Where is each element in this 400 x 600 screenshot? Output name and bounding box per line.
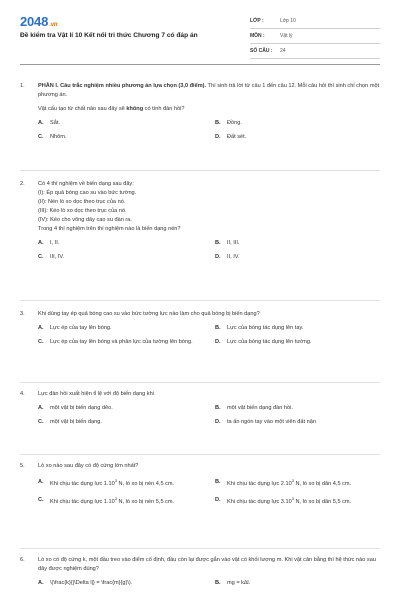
option-b[interactable] xyxy=(215,239,380,248)
option-letter: C. xyxy=(38,134,44,140)
stem-emphasis: không xyxy=(126,106,144,112)
option-text-part: Khi chịu tác dụng lực 1.10 xyxy=(50,480,115,487)
stem-text: Vật cấu tạo từ chất nào sau đây sẽ xyxy=(38,106,127,112)
option-b[interactable] xyxy=(215,119,380,128)
option-c[interactable] xyxy=(38,494,203,507)
question-stem xyxy=(38,105,380,114)
option-text: II, IV. xyxy=(227,254,240,260)
question-4 xyxy=(20,390,380,427)
option-text xyxy=(227,494,351,507)
option-letter: C. xyxy=(38,419,44,425)
option-b[interactable] xyxy=(215,476,380,489)
question-1 xyxy=(20,82,380,142)
question-divider xyxy=(20,170,380,171)
option-text: Nhôm. xyxy=(50,134,67,140)
question-stem: Lò xo nào sau đây có độ cứng lớn nhất? xyxy=(38,463,139,469)
question-divider xyxy=(20,382,380,383)
meta-key: SỐ CÂU : xyxy=(250,48,273,54)
part-heading: PHẦN I. Câu trắc nghiệm nhiều phương án lựa chọn (3,0 điểm). xyxy=(38,83,207,89)
question-number: 4. xyxy=(20,391,25,397)
options xyxy=(38,239,380,262)
option-text: I, II. xyxy=(50,240,60,246)
option-text-part: N, lò xo bị dãn 5,5 cm. xyxy=(293,498,352,505)
option-letter: A. xyxy=(38,580,44,586)
stem-line: (IV): Kéo cho võng dây cao su đàn ra. xyxy=(38,217,132,223)
option-text-part: Khi chịu tác dụng lực 2.10 xyxy=(227,480,292,487)
option-b[interactable] xyxy=(215,404,380,413)
option-b[interactable] xyxy=(215,579,380,588)
question-divider xyxy=(20,548,380,549)
option-text-part: Khi chịu tác dụng lực 1.10 xyxy=(50,498,115,505)
options xyxy=(38,119,380,142)
option-text: mg = k∆l. xyxy=(227,580,251,586)
option-superscript: 3 xyxy=(291,478,294,483)
question-divider xyxy=(20,300,380,301)
option-text: Lực của bóng tác dụng lên tay. xyxy=(227,325,304,331)
option-text: một vật biến dạng đàn hồi. xyxy=(227,405,293,411)
option-letter: D. xyxy=(215,496,221,503)
option-letter: A. xyxy=(38,120,44,126)
exam-meta-table xyxy=(250,14,380,59)
option-text: ta ấn ngón tay vào một viên đất nặn xyxy=(227,419,316,425)
option-text: Lực ép của tay lên bóng. xyxy=(50,325,112,331)
option-letter: C. xyxy=(38,339,44,345)
option-text xyxy=(50,476,174,489)
question-5 xyxy=(20,462,380,507)
meta-row-class xyxy=(250,14,380,29)
option-text: II, III. xyxy=(227,240,240,246)
meta-key: MÔN : xyxy=(250,33,265,39)
option-text-part: N, lò xo bị nén 4,5 cm. xyxy=(116,480,175,487)
site-logo[interactable] xyxy=(20,14,57,29)
option-text: \(\frac{k}{|\Delta l|} = \frac{m}{g}\). xyxy=(50,580,133,586)
question-divider xyxy=(20,454,380,455)
option-text: một vật bị biến dạng dẻo. xyxy=(50,405,113,411)
options xyxy=(38,404,380,427)
header-divider xyxy=(20,64,380,65)
stem-line: (III): Kéo lò xo dọc theo trục của nó. xyxy=(38,208,127,214)
option-a[interactable] xyxy=(38,239,203,248)
options xyxy=(38,324,380,347)
option-d[interactable] xyxy=(215,133,380,142)
option-superscript: 3 xyxy=(114,478,117,483)
option-text-part: Khi chịu tác dụng lực 3.10 xyxy=(227,498,292,505)
option-c[interactable] xyxy=(38,418,203,427)
option-letter: A. xyxy=(38,405,44,411)
question-stem: Khi dùng tay ép quả bóng cao su vào bức tường lực nào làm cho quả bóng bị biến dạng? xyxy=(38,311,260,317)
option-text: III, IV. xyxy=(50,254,65,260)
option-letter: B. xyxy=(215,325,221,331)
option-letter: D. xyxy=(215,134,221,140)
stem-line: Trong 4 thí nghiệm trên thí nghiệm nào là biến dạng nén? xyxy=(38,226,181,232)
option-b[interactable] xyxy=(215,324,380,333)
option-letter: B. xyxy=(215,478,221,485)
option-letter: B. xyxy=(215,580,221,586)
option-d[interactable] xyxy=(215,338,380,347)
question-number: 2. xyxy=(20,181,25,187)
options xyxy=(38,579,380,588)
option-letter: B. xyxy=(215,240,221,246)
option-c[interactable] xyxy=(38,133,203,142)
stem-text: có tính đàn hồi? xyxy=(143,106,185,112)
stem-line: (I): Ép quả bóng cao su vào bức tường. xyxy=(38,190,137,196)
option-letter: D. xyxy=(215,254,221,260)
question-instructions xyxy=(38,82,380,100)
option-a[interactable] xyxy=(38,476,203,489)
question-stem: Lực đàn hồi xuất hiện tỉ lệ với độ biến dạng khi xyxy=(38,391,154,397)
question-stem xyxy=(38,180,380,234)
option-letter: A. xyxy=(38,478,44,485)
option-letter: A. xyxy=(38,325,44,331)
option-text-part: N, lò xo bị dãn 4,5 cm. xyxy=(293,480,352,487)
question-3 xyxy=(20,310,380,347)
option-letter: B. xyxy=(215,120,221,126)
option-text: Đất sét. xyxy=(227,134,247,140)
meta-key: LỚP : xyxy=(250,18,264,24)
question-number: 1. xyxy=(20,83,25,89)
option-text: Lực ép của tay lên bóng và phản lực của tường lên bóng. xyxy=(50,339,193,345)
option-a[interactable] xyxy=(38,579,203,588)
option-d[interactable] xyxy=(215,494,380,507)
meta-value: 24 xyxy=(280,48,286,54)
question-number: 5. xyxy=(20,463,25,469)
page-title: Đề kiểm tra Vật lí 10 Kết nối tri thức Chương 7 có đáp án xyxy=(20,32,198,39)
question-2 xyxy=(20,180,380,262)
option-letter: C. xyxy=(38,496,44,503)
logo-text: 2048 xyxy=(20,14,49,29)
option-text: Lực của bóng tác dụng lên tường. xyxy=(227,339,312,345)
question-number: 3. xyxy=(20,311,25,317)
part-intro: Thí sinh trả lời từ câu 1 đến câu 12. Mỗi câu hỏi thí sinh chỉ chọn một phương án. xyxy=(38,83,380,98)
option-a[interactable] xyxy=(38,404,203,413)
option-a[interactable] xyxy=(38,119,203,128)
option-letter: C. xyxy=(38,254,44,260)
option-letter: D. xyxy=(215,419,221,425)
meta-row-subject xyxy=(250,29,380,44)
question-number: 6. xyxy=(20,557,25,563)
question-6 xyxy=(20,556,380,588)
option-a[interactable] xyxy=(38,324,203,333)
option-text xyxy=(227,476,351,489)
option-text-part: N, lò xo bị nén 5,5 cm. xyxy=(116,498,175,505)
option-text xyxy=(50,494,174,507)
option-superscript: 3 xyxy=(291,495,294,501)
stem-line: (II): Nén lò xo dọc theo trục của nó. xyxy=(38,199,126,205)
meta-value: Lớp 10 xyxy=(280,18,296,24)
options xyxy=(38,476,380,507)
option-text: Đồng. xyxy=(227,120,242,126)
option-c[interactable] xyxy=(38,253,203,262)
stem-line: Có 4 thí nghiệm về biến dạng sau đây: xyxy=(38,181,134,187)
question-stem: Lò xo có độ cứng k, một đầu treo vào điểm cố định, đầu còn lại được gắn vào vật có khối lượng m. Khi vật cân bằng thì hệ thức nào sau đây được nghiệm đúng? xyxy=(38,557,376,572)
meta-row-count xyxy=(250,44,380,59)
option-d[interactable] xyxy=(215,418,380,427)
logo-domain: .vn xyxy=(49,22,58,28)
option-superscript: 3 xyxy=(114,495,117,501)
option-text: một vật bị biến dạng. xyxy=(50,419,102,425)
option-text: Sắt. xyxy=(50,120,60,126)
option-letter: B. xyxy=(215,405,221,411)
option-d[interactable] xyxy=(215,253,380,262)
option-c[interactable] xyxy=(38,338,203,347)
meta-value: Vật lý xyxy=(280,33,293,39)
option-letter: A. xyxy=(38,240,44,246)
option-letter: D. xyxy=(215,339,221,345)
